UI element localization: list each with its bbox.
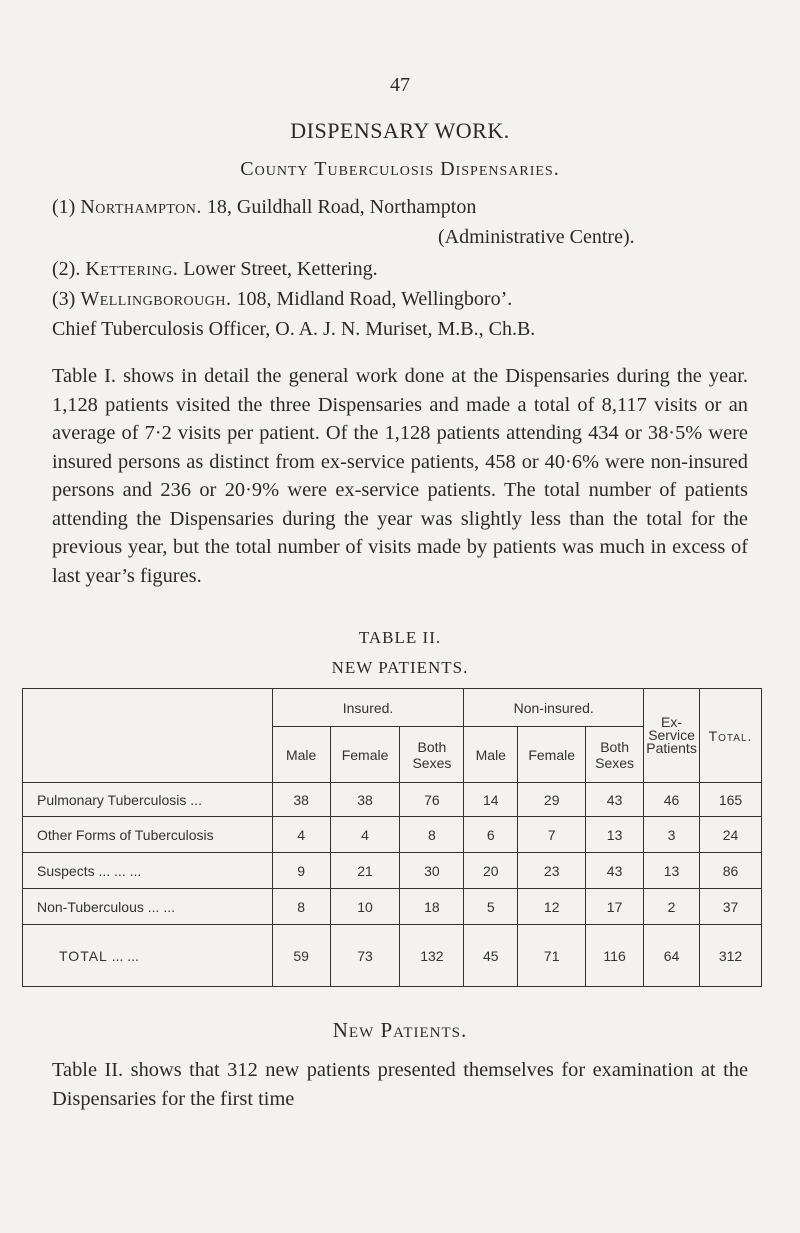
cell: 76 <box>400 783 464 817</box>
cell: 10 <box>330 889 400 925</box>
cell: 17 <box>586 889 644 925</box>
table-row <box>23 853 762 889</box>
table-row <box>23 889 762 925</box>
header-ex-service: Ex-Service Patients <box>644 689 700 783</box>
cell: 3 <box>644 817 700 853</box>
paragraph-table-one <box>52 362 748 590</box>
dispensary-1-name: Northampton. <box>80 196 202 218</box>
cell: 8 <box>272 889 330 925</box>
cell: 165 <box>700 783 762 817</box>
cell: 29 <box>518 783 586 817</box>
cell: 4 <box>330 817 400 853</box>
dispensary-3 <box>52 288 512 311</box>
cell: 12 <box>518 889 586 925</box>
cell: 14 <box>464 783 518 817</box>
row-label: Suspects ... ... ... <box>23 853 273 889</box>
row-label: Other Forms of Tuberculosis <box>23 817 273 853</box>
subheader-insured-both: Both Sexes <box>400 727 464 783</box>
cell: 2 <box>644 889 700 925</box>
cell: 6 <box>464 817 518 853</box>
cell: 13 <box>586 817 644 853</box>
dispensary-2-num: (2). <box>52 258 81 280</box>
cell: 73 <box>330 925 400 987</box>
subheader-noninsured-male: Male <box>464 727 518 783</box>
page-heading: DISPENSARY WORK. <box>290 118 510 143</box>
cell: 24 <box>700 817 762 853</box>
page-number: 47 <box>390 74 410 96</box>
dispensary-1-num: (1) <box>52 196 76 218</box>
table-row <box>23 817 762 853</box>
header-non-insured: Non-insured. <box>464 689 644 727</box>
dispensary-1-address: 18, Guildhall Road, Northampton <box>206 196 477 218</box>
cell: 37 <box>700 889 762 925</box>
cell: 4 <box>272 817 330 853</box>
row-label: Non-Tuberculous ... ... <box>23 889 273 925</box>
cell: 43 <box>586 783 644 817</box>
row-label: Pulmonary Tuberculosis ... <box>23 783 273 817</box>
cell: 38 <box>330 783 400 817</box>
cell: 30 <box>400 853 464 889</box>
cell: 45 <box>464 925 518 987</box>
dispensary-2 <box>52 258 378 281</box>
paragraph-1-text: Table I. shows in detail the general work done at the Dispensaries during the year. 1,128 patients visited the three Dispensaries and made a total of 8,117 visits or an average of 7·2 visits per patient. Of the 1,128 patients attending 434 or 38·5% were insured persons as distinct from ex-service patients, 458 or 40·6% were non-insured persons and 236 or 20·9% were ex-service patients. The total number of patients attending the Dispensaries during the year was slightly less than the total for the previous year, but the total number of visits made by patients was much in excess of last year’s figures. <box>52 365 748 587</box>
cell: 86 <box>700 853 762 889</box>
cell: 132 <box>400 925 464 987</box>
cell: 20 <box>464 853 518 889</box>
cell: 71 <box>518 925 586 987</box>
page-subheading: County Tuberculosis Dispensaries. <box>240 158 560 180</box>
header-insured: Insured. <box>272 689 464 727</box>
subheader-noninsured-female: Female <box>518 727 586 783</box>
section-heading-new-patients: New Patients. <box>332 1018 468 1042</box>
table-title: TABLE II. <box>358 628 442 647</box>
cell: 23 <box>518 853 586 889</box>
table-total-row <box>23 925 762 987</box>
table-row <box>23 783 762 817</box>
cell: 43 <box>586 853 644 889</box>
dispensary-3-num: (3) <box>52 288 76 310</box>
header-total: Total. <box>700 689 762 783</box>
dispensary-3-address: 108, Midland Road, Wellingboro’. <box>236 288 513 310</box>
cell: 9 <box>272 853 330 889</box>
cell: 18 <box>400 889 464 925</box>
cell: 8 <box>400 817 464 853</box>
paragraph-2-text: Table II. shows that 312 new patients presented themselves for examination at the Dispensaries for the first time <box>52 1059 748 1110</box>
paragraph-table-two <box>52 1056 748 1113</box>
row-label: TOTAL ... ... <box>23 925 273 987</box>
dispensary-1-note: (Administrative Centre). <box>438 226 635 248</box>
chief-officer: Chief Tuberculosis Officer, O. A. J. N. Muriset, M.B., Ch.B. <box>52 318 536 340</box>
dispensary-2-name: Kettering. <box>85 258 179 280</box>
cell: 7 <box>518 817 586 853</box>
new-patients-table <box>22 688 762 987</box>
table-subtitle: NEW PATIENTS. <box>331 658 469 677</box>
dispensary-3-name: Wellingborough. <box>80 288 232 310</box>
cell: 38 <box>272 783 330 817</box>
cell: 312 <box>700 925 762 987</box>
cell: 116 <box>586 925 644 987</box>
dispensary-1 <box>52 196 476 219</box>
cell: 64 <box>644 925 700 987</box>
cell: 46 <box>644 783 700 817</box>
subheader-insured-female: Female <box>330 727 400 783</box>
cell: 5 <box>464 889 518 925</box>
subheader-noninsured-both: Both Sexes <box>586 727 644 783</box>
cell: 13 <box>644 853 700 889</box>
cell: 59 <box>272 925 330 987</box>
dispensary-2-address: Lower Street, Kettering. <box>183 258 378 280</box>
table-corner-cell <box>23 689 273 783</box>
cell: 21 <box>330 853 400 889</box>
subheader-insured-male: Male <box>272 727 330 783</box>
